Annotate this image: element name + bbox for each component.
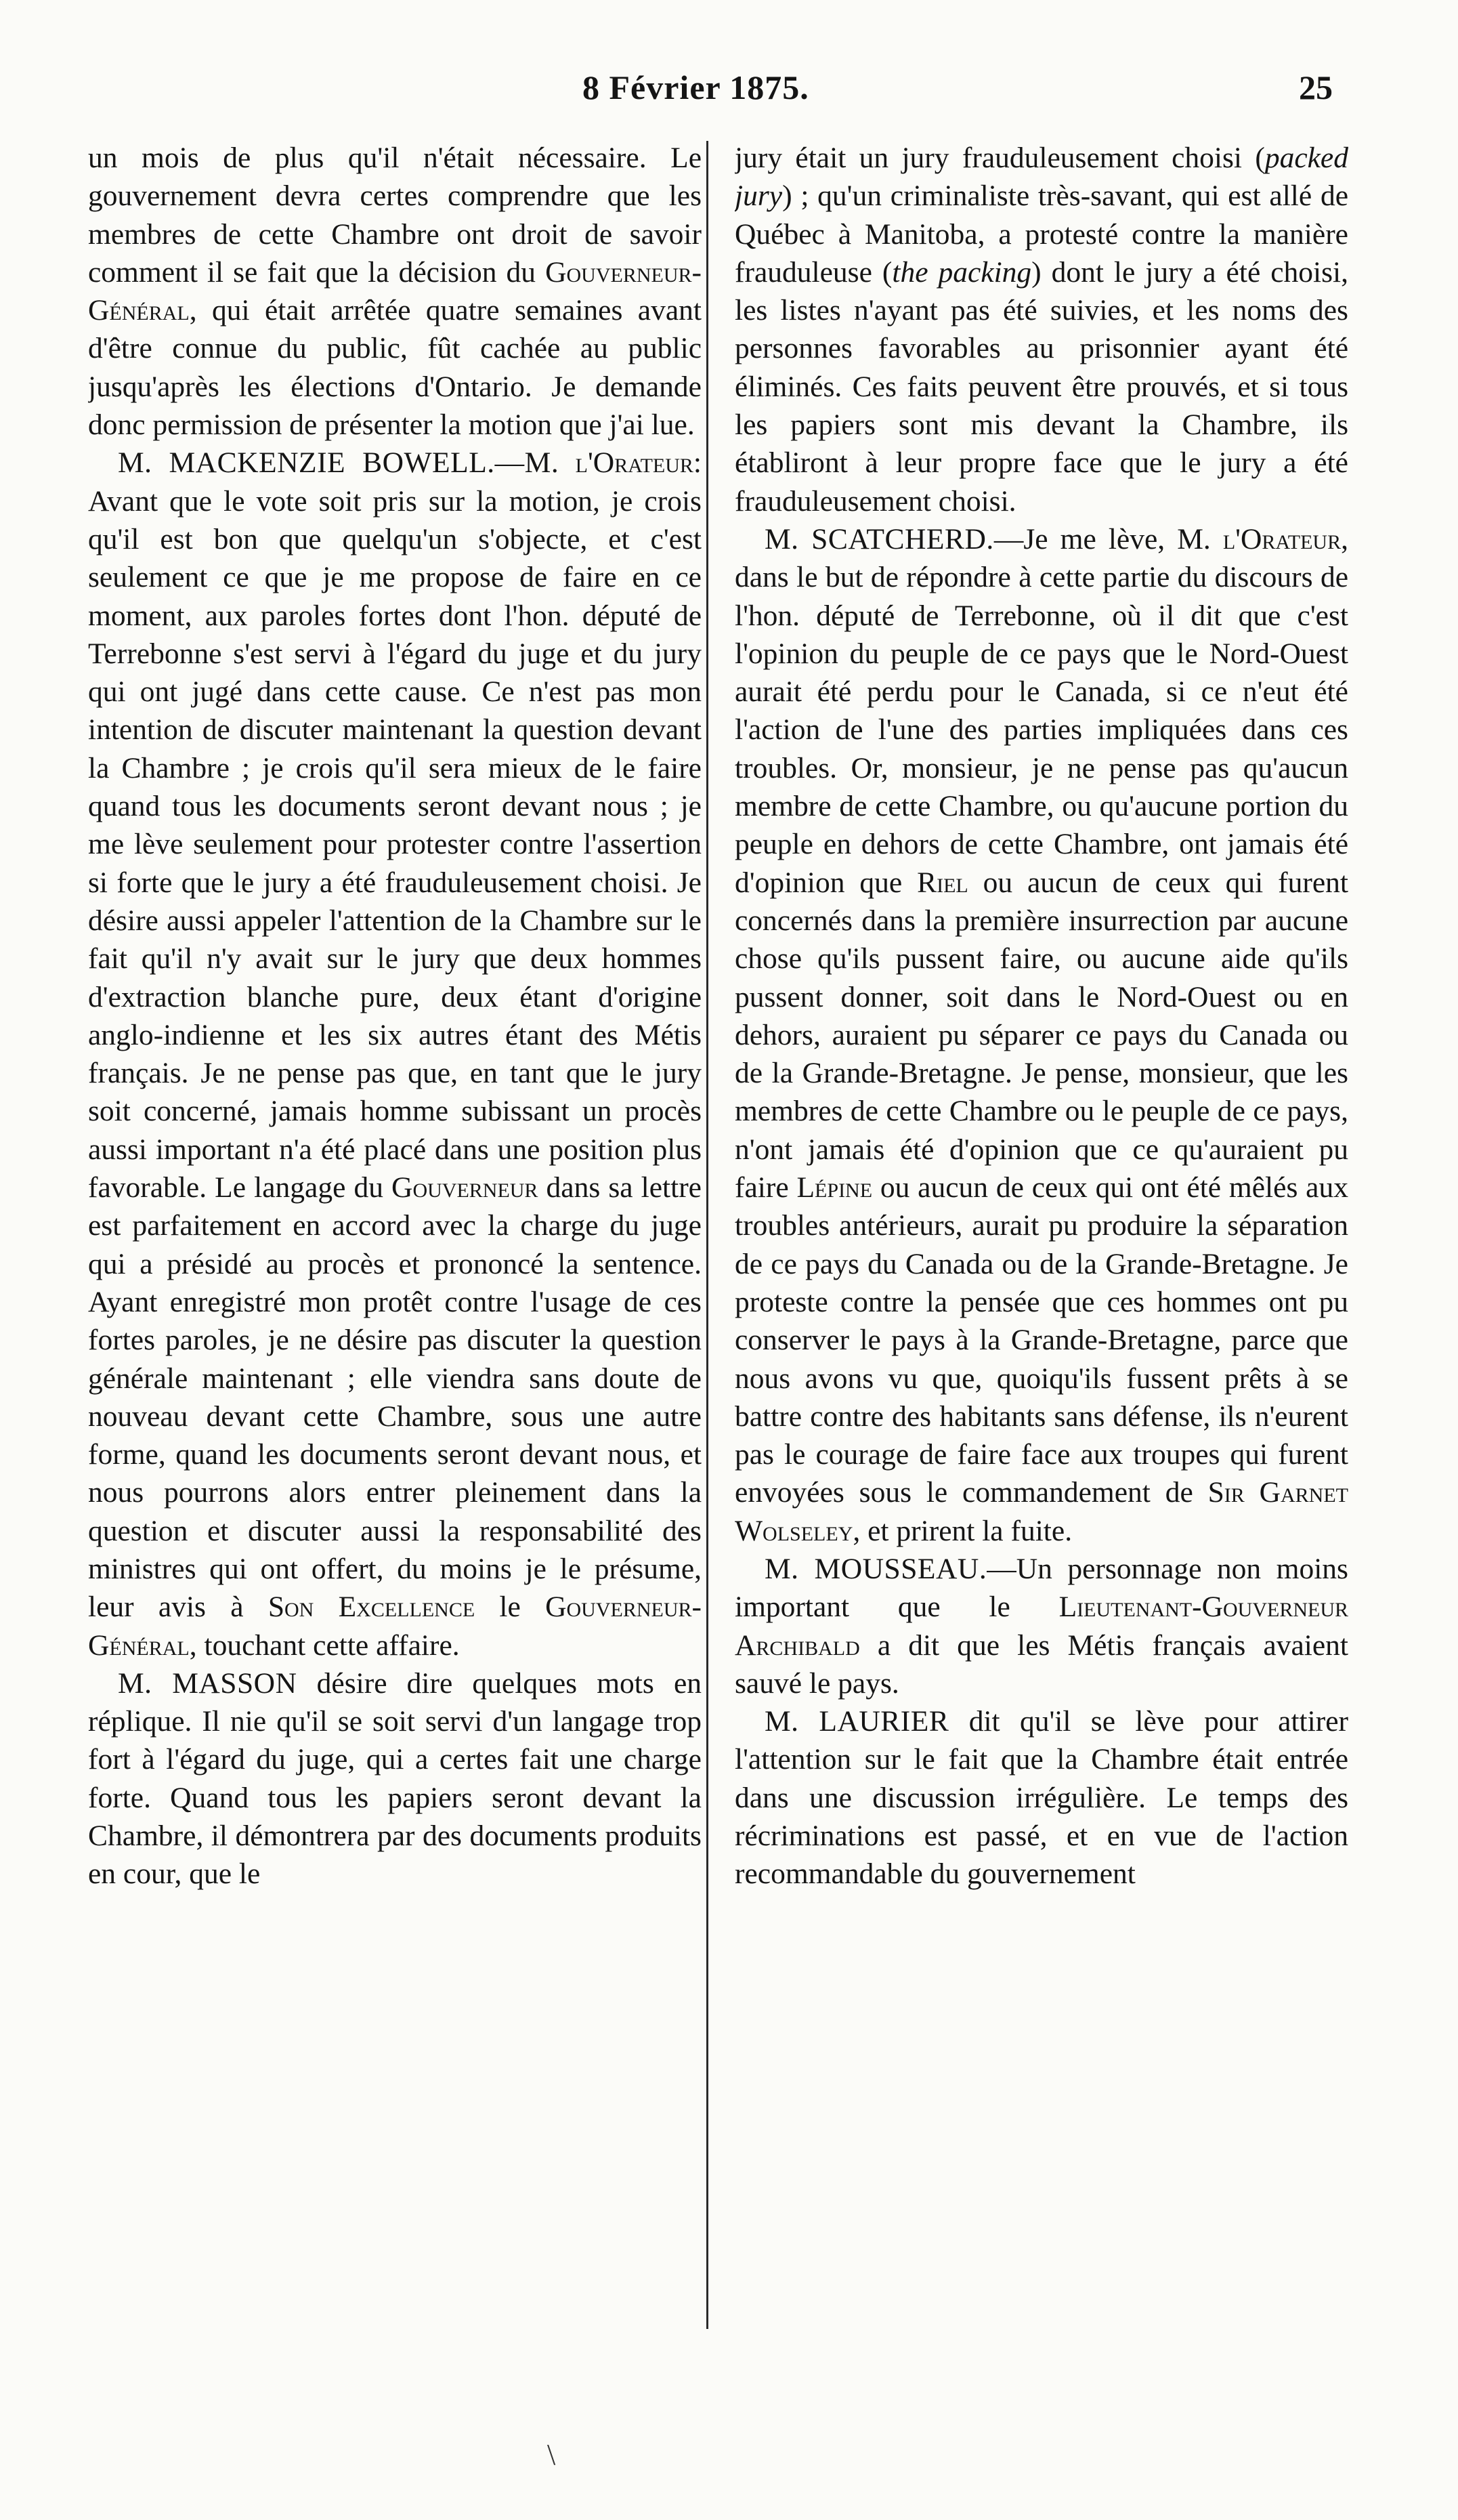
right-column [735,139,1348,2395]
page-mark: \ [547,2438,556,2471]
column-divider [706,141,708,2329]
paragraph-continuation: un mois de plus qu'il n'était nécessaire. Le gouvernement devra certes comprendre que les membres de cette Chambre ont droit de savoir comment il se fait que la décision du Gouverneur-Général, qui était arrêtée quatre semaines avant d'être connue du public, fût cachée au public jusqu'après les élections d'Ontario. Je demande donc permission de présenter la motion que j'ai lue. [88,142,702,442]
speaker-name: M. SCATCHERD. [765,522,994,555]
speaker-name: M. MOUSSEAU. [765,1552,987,1585]
running-head [0,65,1458,119]
paragraph-mackenzie-bowell: M. MACKENZIE BOWELL.—M. l'Orateur: Avant que le vote soit pris sur la motion, je crois qu'il est bon que quelqu'un s'objecte, et c'est seulement ce que je me propose de faire en ce moment, aux paroles fortes dont l'hon. député de Terrebonne s'est servi à l'égard du juge et du jury qui ont jugé dans cette cause. Ce n'est pas mon intention de discuter maintenant la question devant la Chambre ; je crois qu'il sera mieux de le faire quand tous les documents seront devant nous ; je me lève seulement pour protester contre l'assertion si forte que le jury a été frauduleusement choisi. Je désire aussi appeler l'attention de la Chambre sur le fait qu'il n'y avait sur le jury que deux hommes d'extraction blanche pure, deux étant d'origine anglo-indienne et les six autres étant des Métis français. Je ne pense pas que, en tant que le jury soit concerné, jamais homme subissant un procès aussi important n'a été placé dans une position plus favorable. Le langage du Gouverneur dans sa lettre est parfaitement en accord avec la charge du juge qui a présidé au procès et prononcé la sentence. Ayant enregistré mon protêt contre l'usage de ces fortes paroles, je ne désire pas discuter la question générale maintenant ; elle viendra sans doute de nouveau devant cette Chambre, sous une autre forme, quand les documents seront devant nous, et nous pourrons alors entrer pleinement dans la question et discuter aussi la responsabilité des ministres qui ont offert, du moins je le présume, leur avis à Son Excellence le Gouverneur-Général, touchant cette affaire. [88,446,702,1662]
paragraph-laurier: M. LAURIER dit qu'il se lève pour attirer l'attention sur le fait que la Chambre était entrée dans une discussion irrégulière. Le temps des récriminations est passé, et en vue de l'action recommandable du gouvernement [735,1705,1348,1891]
paragraph-mousseau: M. MOUSSEAU.—Un personnage non moins important que le Lieutenant-Gouverneur Archibald a dit que les Métis français avaient sauvé le pays. [735,1552,1348,1700]
speaker-name: M. MACKENZIE BOWELL.—M. [118,446,559,480]
paragraph-scatcherd: M. SCATCHERD.—Je me lève, M. l'Orateur, dans le but de répondre à cette partie du discours de l'hon. député de Terrebonne, où il dit que c'est l'opinion du peuple de ce pays que le Nord-Ouest aurait été perdu pour le Canada, si ce n'eut été l'action de l'une des parties impliquées dans ces troubles. Or, monsieur, je ne pense pas qu'aucun membre de cette Chambre, ou qu'aucune portion du peuple en dehors de cette Chambre, ont jamais été d'opinion que Riel ou aucun de ceux qui furent concernés dans la première insurrection par aucune chose qu'ils pussent faire, ou aucune aide qu'ils pussent donner, soit dans le Nord-Ouest ou en dehors, auraient pu séparer ce pays du Canada ou de la Grande-Bretagne. Je pense, monsieur, que les membres de cette Chambre ou le peuple de ce pays, n'ont jamais été d'opinion que ce qu'auraient pu faire Lépine ou aucun de ceux qui ont été mêlés aux troubles antérieurs, aurait pu produire la séparation de ce pays du Canada ou de la Grande-Bretagne. Je proteste contre la pensée que ces hommes ont pu conserver le pays à la Grande-Bretagne, parce que nous avons vu que, quoiqu'ils fussent prêts à se battre contre des habitants sans défense, ils n'eurent pas le courage de faire face aux troupes qui furent envoyées sous le commandement de Sir Garnet Wolseley, et prirent la fuite. [735,522,1348,1547]
page-date: 8 Février 1875. [582,68,809,106]
paragraph-continuation: jury était un jury frauduleusement choisi (packed jury) ; qu'un criminaliste très-savant, qui est allé de Québec à Manitoba, a protesté contre la manière frauduleuse (the packing) dont le jury a été choisi, les listes n'ayant pas été suivies, et les noms des personnes favorables au prisonnier ayant été éliminés. Ces faits peuvent être prouvés, et si tous les papiers sont mis devant la Chambre, ils établiront à leur propre face que le jury a été frauduleusement choisi. [735,142,1348,518]
left-column [88,139,702,2395]
speaker-name: M. MASSON [118,1666,297,1700]
paragraph-masson: M. MASSON désire dire quelques mots en réplique. Il nie qu'il se soit servi d'un langage trop fort à l'égard du juge, qui a certes fait une charge forte. Quand tous les papiers seront devant la Chambre, il démontrera par des documents produits en cour, que le [88,1666,702,1891]
speaker-name: M. LAURIER [765,1705,949,1738]
page-number: 25 [1299,68,1333,106]
